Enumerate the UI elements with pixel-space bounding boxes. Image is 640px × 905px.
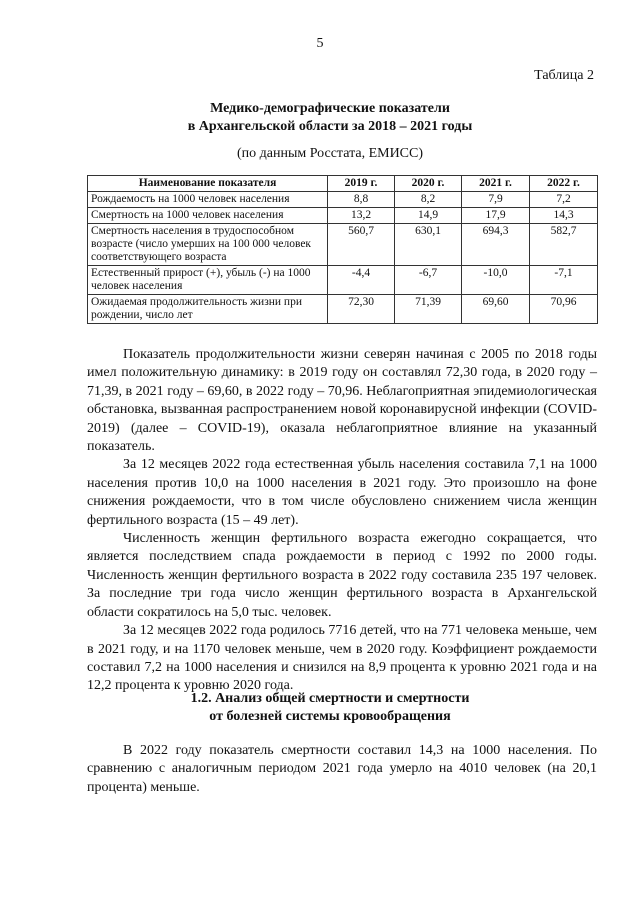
row-name: Смертность на 1000 человек населения [88, 208, 328, 224]
section-heading-line-2: от болезней системы кровообращения [209, 709, 451, 724]
paragraph-life-expectancy: Показатель продолжительности жизни северян начиная с 2005 по 2018 годы имел положительную динамику: в 2019 году он составлял 72,30 года, в 2020 году – 71,39, в 2021 году – 69,60, в 2022 году – 70,96. Неблагоприятная эпидемиологическая обстановка, вызванная распространением новой коронавирусной инфекции (COVID-2019) (далее – COVID-19), оказала неблагоприятное влияние на указанный показатель. [87, 347, 597, 455]
row-value: 69,60 [462, 295, 530, 324]
table-header-row [88, 176, 598, 192]
section-heading-line-1: 1.2. Анализ общей смертности и смертности [190, 691, 470, 706]
row-value: 71,39 [395, 295, 462, 324]
row-value: -6,7 [395, 266, 462, 295]
row-value: 17,9 [462, 208, 530, 224]
row-value: 8,8 [328, 192, 395, 208]
header-2021: 2021 г. [462, 176, 530, 192]
paragraph-births: За 12 месяцев 2022 года родилось 7716 детей, что на 771 человека меньше, чем в 2021 году, и на 1170 человек меньше, чем в 2020 году. Коэффициент рождаемости составил 7,2 на 1000 населения и снизился на 8,9 процента к уровню 2021 года и на 12,2 процента к уровню 2020 года. [87, 623, 597, 694]
header-2022: 2022 г. [530, 176, 598, 192]
table-row [88, 224, 598, 266]
row-value: 7,9 [462, 192, 530, 208]
row-value: 630,1 [395, 224, 462, 266]
table-row [88, 208, 598, 224]
paragraph-natural-decline: За 12 месяцев 2022 года естественная убыль населения составила 7,1 на 1000 населения против 10,0 на 1000 населения в 2021 году. Это произошло на фоне снижения рождаемости, что в том числе обусловлено снижением числа женщин фертильного возраста (15 – 49 лет). [87, 457, 597, 528]
table-row [88, 192, 598, 208]
table-row [88, 266, 598, 295]
table-label: Таблица 2 [534, 68, 594, 83]
table-row [88, 295, 598, 324]
row-value: 560,7 [328, 224, 395, 266]
row-name: Смертность населения в трудоспособном возрасте (число умерших на 100 000 человек соответствующего возраста [88, 224, 328, 266]
header-indicator: Наименование показателя [88, 176, 328, 192]
table-title-line-1: Медико-демографические показатели [210, 101, 450, 116]
body-text [87, 346, 597, 696]
row-name: Рождаемость на 1000 человек населения [88, 192, 328, 208]
row-value: 14,9 [395, 208, 462, 224]
row-value: -4,4 [328, 266, 395, 295]
row-value: 694,3 [462, 224, 530, 266]
row-value: -7,1 [530, 266, 598, 295]
row-value: 7,2 [530, 192, 598, 208]
row-value: 14,3 [530, 208, 598, 224]
paragraph-fertile-women: Численность женщин фертильного возраста ежегодно сокращается, что является последствием спада рождаемости в период с 1992 по 2000 годы. Численность женщин фертильного возраста в 2022 году составила 235 197 человек. За последние три года число женщин фертильного возраста в Архангельской области сократилось на 5,0 тыс. человек. [87, 531, 597, 620]
section-body-text [87, 742, 597, 797]
page-number: 5 [316, 36, 324, 51]
table-title [60, 100, 600, 136]
row-value: 582,7 [530, 224, 598, 266]
table-title-line-2: в Архангельской области за 2018 – 2021 годы [187, 119, 473, 134]
demographic-table [87, 175, 598, 324]
row-value: 72,30 [328, 295, 395, 324]
header-2020: 2020 г. [395, 176, 462, 192]
row-name: Естественный прирост (+), убыль (-) на 1000 человек населения [88, 266, 328, 295]
section-heading [60, 690, 600, 726]
row-value: 70,96 [530, 295, 598, 324]
header-2019: 2019 г. [328, 176, 395, 192]
paragraph-mortality: В 2022 году показатель смертности составил 14,3 на 1000 населения. По сравнению с аналогичным периодом 2021 года умерло на 4010 человек (на 20,1 процента) меньше. [87, 743, 597, 795]
row-name: Ожидаемая продолжительность жизни при рождении, число лет [88, 295, 328, 324]
row-value: 8,2 [395, 192, 462, 208]
row-value: 13,2 [328, 208, 395, 224]
table-source: (по данным Росстата, ЕМИСС) [236, 146, 424, 161]
row-value: -10,0 [462, 266, 530, 295]
